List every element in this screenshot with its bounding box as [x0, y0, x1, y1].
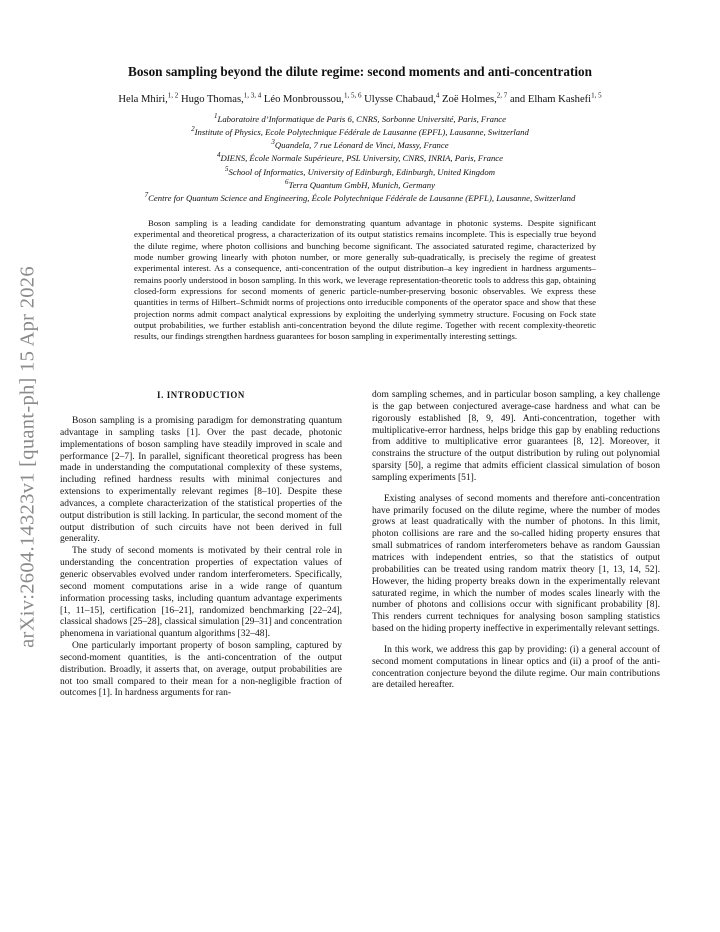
affiliation: $^7$Centre for Quantum Science and Engineering, École Polytechnique Fédérale de Lausanne (EPFL), Lausanne, Switzerland [144, 191, 576, 203]
author-list [55, 93, 665, 107]
right-column [372, 390, 660, 692]
abstract: Boson sampling is a leading candidate for demonstrating quantum advantage in photonic systems. Despite significant experimental and theoretical progress, a characterization of its output statistics remains incomplete. This is especially true beyond the dilute regime, where photon collisions and bunching become significant. The associated saturated regime, characterized by mode number growing linearly with photon number, or more generally sub-quadratically, is precisely the regime of greatest experimental interest. As a consequence, anti-concentration of the output distribution–a key ingredient in hardness arguments–remains poorly understood in boson sampling. In this work, we leverage representation-theoretic tools to address this gap, obtaining closed-form expressions for second moments of generic particle-number-preserving bosonic observables. We express these quantities in terms of Hilbert–Schmidt norms of projections onto irreducible components of the operator space and show that these projection norms admit compact analytical expressions by exploiting the underlying symmetry structure. Focusing on Fock state output probabilities, we further establish anti-concentration beyond the dilute regime. Together with recent complexity-theoretic results, our findings strengthen hardness guarantees for boson sampling in experimentally interesting settings. [134, 218, 596, 342]
paper-title: Boson sampling beyond the dilute regime: second moments and anti-concentration [128, 64, 592, 79]
affiliation: $^4$DIENS, École Normale Supérieure, PSL University, CNRS, INRIA, Paris, France [216, 151, 504, 164]
section-heading-introduction: I. INTRODUCTION [157, 390, 245, 400]
arxiv-watermark [8, 244, 48, 669]
author: Hugo Thomas,$^{1, 3, 4}$ [180, 91, 262, 105]
author: and Elham Kashefi$^{1, 5}$ [509, 91, 602, 105]
arxiv-watermark-text: arXiv:2604.14323v1 [quant-ph] 15 Apr 2026 [16, 265, 39, 648]
paragraph: Existing analyses of second moments and therefore anti-concentration have primarily focused on the dilute regime, where the number of modes grows at least quadratically with the number of photons. In this limit, photon collisions are rare and the so-called hiding property ensures that small submatrices of random interferometers behave as random Gaussian matrices with independent entries, so that the statistics of output probabilities can be treated using random matrix theory [1, 13, 14, 52]. However, the hiding property breaks down in the experimentally relevant saturated regime, in which the number of modes scales linearly with the number of photons and collisions occur with significant probability [8]. This renders current techniques for analysing boson sampling statistics based on the hiding property ineffective in experimentally relevant settings. [372, 493, 660, 635]
paragraph: One particularly important property of boson sampling, captured by second-moment quantities, is the anti-concentration of the output distribution. Broadly, it asserts that, on average, output probabilities are not too small compared to their mean for a non-negligible fraction of outcomes [1]. In hardness arguments for ran- [60, 641, 342, 699]
author: Hela Mhiri,$^{1, 2}$ [118, 91, 179, 105]
paragraph: In this work, we address this gap by providing: (i) a general account of second moment computations in linear optics and (ii) a proof of the anti-concentration conjecture beyond the dilute regime. Our main contributions are detailed hereafter. [372, 644, 660, 691]
affiliation: $^6$Terra Quantum GmbH, Munich, Germany [285, 177, 435, 190]
left-column [60, 416, 342, 700]
affiliation: $^5$School of Informatics, University of Edinburgh, Edinburgh, United Kingdom [225, 164, 495, 177]
author: Léo Monbroussou,$^{1, 5, 6}$ [263, 91, 362, 105]
paragraph: dom sampling schemes, and in particular boson sampling, a key challenge is the gap between conjectured average-case hardness and what can be rigorously established [8, 9, 49]. Anti-concentration, together with multiplicative-error hardness, helps bridge this gap by enabling reductions from additive to multiplicative error guarantees [8, 12]. Moreover, it constrains the structure of the output distribution by ruling out polynomial sparsity [50], a regime that admits efficient classical simulation of boson sampling experiments [51]. [372, 390, 660, 483]
author: Ulysse Chabaud,$^4$ [364, 91, 440, 105]
affiliation: $^3$Quandela, 7 rue Léonard de Vinci, Massy, France [271, 138, 449, 151]
affiliation-list [60, 113, 660, 205]
affiliation: $^2$Institute of Physics, Ecole Polytechnique Fédérale de Lausanne (EPFL), Lausanne, Switzerland [191, 125, 529, 138]
author: Zoë Holmes,$^{2, 7}$ [442, 91, 508, 105]
affiliation: $^1$Laboratoire d’Informatique de Paris 6, CNRS, Sorbonne Université, Paris, France [213, 112, 506, 124]
paragraph: Boson sampling is a promising paradigm for demonstrating quantum advantage in sampling tasks [1]. Over the past decade, photonic implementations of boson sampling have steadily improved in scale and performance [2–7]. In parallel, significant theoretical progress has been made in understanding the computational complexity of these systems, including refined hardness results with minimal conjectures and extensions to experimentally relevant regimes [8–10]. Despite these advances, a complete characterization of the statistical properties of the output distribution is still lacking. In particular, the second moment of the output distribution of such circuits have not been derived in full generality. [60, 416, 342, 545]
paragraph: The study of second moments is motivated by their central role in understanding the concentration properties of expectation values of generic observables evolved under random interferometers. Specifically, second moment computations arise in a wide range of quantum information processing tasks, including quantum advantage experiments [1, 11–15], certification [16–21], randomized benchmarking [22–24], classical shadows [25–28], classical simulation [29–31] and concentration phenomena in variational quantum algorithms [32–48]. [60, 546, 342, 640]
